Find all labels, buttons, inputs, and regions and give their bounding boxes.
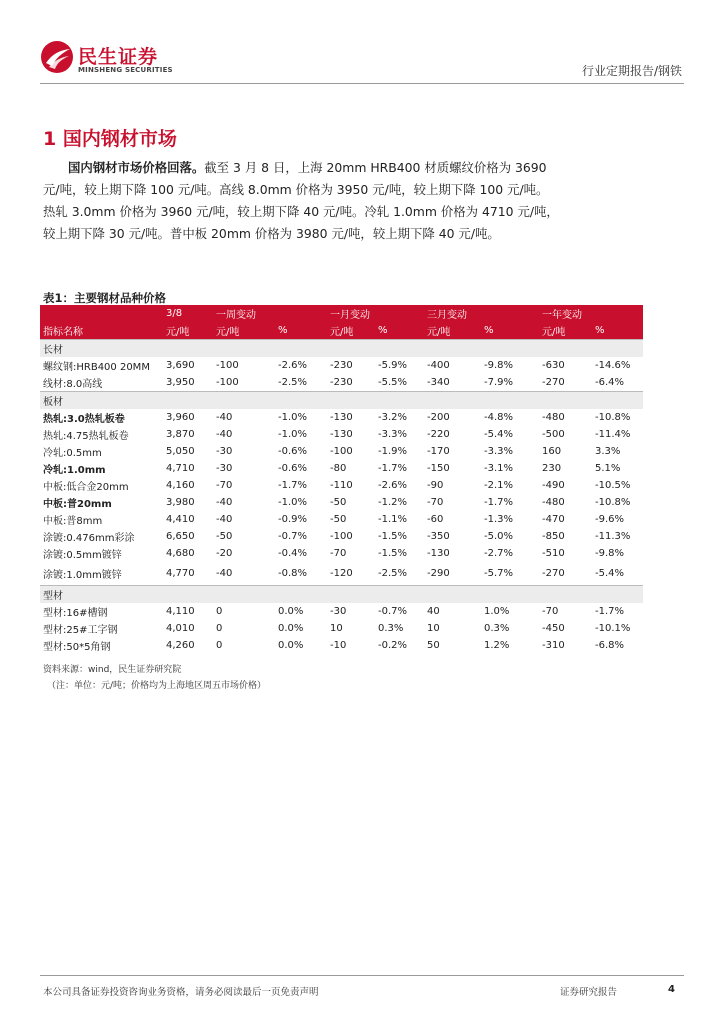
company-logo <box>40 40 180 80</box>
row-value: 4,260 <box>166 640 195 651</box>
paragraph-line-2: 元/吨，较上期下降 100 元/吨。高线 8.0mm 价格为 3950 元/吨，较上期下降 100 元/吨。 <box>43 182 549 197</box>
row-value: 3,980 <box>166 497 195 508</box>
table-note: （注：单位：元/吨；价格均为上海地区周五市场价格） <box>47 681 267 691</box>
row-value: -50 <box>216 531 233 542</box>
row-value: 0 <box>216 640 223 651</box>
header-cell <box>375 305 424 322</box>
row-value: 3.3% <box>595 446 621 457</box>
paragraph-line-1 <box>43 157 683 179</box>
row-value: -0.8% <box>278 568 308 579</box>
row-value: -470 <box>542 514 565 525</box>
row-name: 涂镀:0.5mm镀锌 <box>43 550 122 561</box>
row-value: -90 <box>427 480 444 491</box>
row-value: -7.9% <box>484 377 514 388</box>
row-value: -1.0% <box>278 412 308 423</box>
row-value: -5.0% <box>484 531 514 542</box>
row-value: -70 <box>216 480 233 491</box>
row-value: -0.7% <box>378 606 408 617</box>
row-value: -5.5% <box>378 377 408 388</box>
row-value: -11.3% <box>595 531 631 542</box>
row-value: -480 <box>542 497 565 508</box>
row-value: -1.5% <box>378 531 408 542</box>
header-cell <box>592 305 643 322</box>
row-value: 1.2% <box>484 640 510 651</box>
steel-price-table <box>40 305 643 654</box>
table-row <box>40 637 643 654</box>
row-value: -40 <box>216 497 233 508</box>
row-value: -30 <box>216 463 233 474</box>
row-value: -100 <box>216 360 239 371</box>
row-name: 中板:普20mm <box>43 499 112 510</box>
row-value: -0.2% <box>378 640 408 651</box>
row-value: -1.5% <box>378 548 408 559</box>
category-label: 长材 <box>40 340 643 358</box>
paragraph-lead: 国内钢材市场价格回落。 <box>68 160 205 175</box>
table-row <box>40 426 643 443</box>
row-value: 5,050 <box>166 446 195 457</box>
row-value: -50 <box>330 514 347 525</box>
row-value: -120 <box>330 568 353 579</box>
header-cell: 一月变动 <box>327 305 375 322</box>
row-value: 3,870 <box>166 429 195 440</box>
row-value: -1.7% <box>595 606 625 617</box>
row-value: 6,650 <box>166 531 195 542</box>
row-value: -0.9% <box>278 514 308 525</box>
table-row <box>40 409 643 426</box>
row-value: 5.1% <box>595 463 621 474</box>
category-row <box>40 586 643 604</box>
row-value: 0.3% <box>378 623 404 634</box>
row-value: -9.8% <box>595 548 625 559</box>
row-value: 4,110 <box>166 606 195 617</box>
header-cell: % <box>592 322 643 340</box>
row-name: 中板:低合金20mm <box>43 482 129 493</box>
table-title: 表1：主要钢材品种价格 <box>43 291 167 305</box>
row-value: 40 <box>427 606 440 617</box>
row-value: -10.8% <box>595 497 631 508</box>
row-value: -1.0% <box>278 429 308 440</box>
table-row <box>40 460 643 477</box>
header-cell: 元/吨 <box>539 322 592 340</box>
row-value: -170 <box>427 446 450 457</box>
row-value: -1.2% <box>378 497 408 508</box>
row-value: -20 <box>216 548 233 559</box>
row-value: -1.7% <box>484 497 514 508</box>
row-value: -230 <box>330 377 353 388</box>
row-value: -510 <box>542 548 565 559</box>
row-value: -1.1% <box>378 514 408 525</box>
row-value: -2.5% <box>378 568 408 579</box>
row-value: -10.5% <box>595 480 631 491</box>
header-cell: 3/8 <box>163 305 213 322</box>
row-value: -6.4% <box>595 377 625 388</box>
row-value: -70 <box>330 548 347 559</box>
row-value: -290 <box>427 568 450 579</box>
header-cell: % <box>275 322 327 340</box>
header-cell: % <box>481 322 539 340</box>
row-value: -130 <box>330 412 353 423</box>
row-name: 中板:普8mm <box>43 516 103 527</box>
row-value: -10.8% <box>595 412 631 423</box>
row-value: -2.5% <box>278 377 308 388</box>
table-row <box>40 528 643 545</box>
page-number: 4 <box>668 984 675 995</box>
row-value: -30 <box>330 606 347 617</box>
report-type: 行业定期报告/钢铁 <box>581 64 682 78</box>
table-row <box>40 603 643 620</box>
row-value: 0 <box>216 623 223 634</box>
row-value: -130 <box>330 429 353 440</box>
category-row <box>40 340 643 358</box>
row-value: -60 <box>427 514 444 525</box>
table-row <box>40 357 643 374</box>
row-value: -11.4% <box>595 429 631 440</box>
row-value: -150 <box>427 463 450 474</box>
table-row <box>40 494 643 511</box>
row-value: 3,960 <box>166 412 195 423</box>
row-value: -70 <box>427 497 444 508</box>
row-value: -350 <box>427 531 450 542</box>
row-value: -4.8% <box>484 412 514 423</box>
row-value: 3,690 <box>166 360 195 371</box>
row-value: -0.7% <box>278 531 308 542</box>
row-value: -9.6% <box>595 514 625 525</box>
row-name: 涂镀:0.476mm彩涂 <box>43 533 135 544</box>
category-label: 板材 <box>40 392 643 410</box>
row-value: -14.6% <box>595 360 631 371</box>
row-value: -100 <box>330 446 353 457</box>
row-value: -40 <box>216 412 233 423</box>
logo-english-name: MINSHENG SECURITIES <box>78 66 173 74</box>
row-value: -5.7% <box>484 568 514 579</box>
row-value: -40 <box>216 568 233 579</box>
category-label: 型材 <box>40 586 643 604</box>
row-value: -1.0% <box>278 497 308 508</box>
row-name: 螺纹钢:HRB400 20MM <box>43 362 150 373</box>
summary-paragraph <box>43 157 683 245</box>
table-header-row <box>40 305 643 322</box>
row-name: 线材:8.0高线 <box>43 379 103 390</box>
table-row <box>40 562 643 586</box>
row-value: 50 <box>427 640 440 651</box>
header-cell: 一周变动 <box>213 305 275 322</box>
row-value: -50 <box>330 497 347 508</box>
table-row <box>40 545 643 562</box>
table-row <box>40 620 643 637</box>
row-value: -30 <box>216 446 233 457</box>
row-value: -450 <box>542 623 565 634</box>
row-value: -0.6% <box>278 446 308 457</box>
row-value: -0.4% <box>278 548 308 559</box>
row-value: -1.7% <box>378 463 408 474</box>
row-value: -100 <box>330 531 353 542</box>
row-value: -200 <box>427 412 450 423</box>
row-value: -40 <box>216 429 233 440</box>
row-value: -80 <box>330 463 347 474</box>
footer-divider <box>40 975 684 976</box>
row-name: 型材:25#工字钢 <box>43 625 118 636</box>
row-value: 160 <box>542 446 562 457</box>
header-cell: 三月变动 <box>424 305 481 322</box>
row-value: -40 <box>216 514 233 525</box>
row-value: 4,710 <box>166 463 195 474</box>
row-value: -310 <box>542 640 565 651</box>
row-value: -230 <box>330 360 353 371</box>
row-value: -70 <box>542 606 559 617</box>
row-value: 0.0% <box>278 623 304 634</box>
row-value: -400 <box>427 360 450 371</box>
row-value: -2.7% <box>484 548 514 559</box>
category-row <box>40 392 643 410</box>
table-row <box>40 511 643 528</box>
row-value: -130 <box>427 548 450 559</box>
row-value: 10 <box>427 623 440 634</box>
row-value: -10.1% <box>595 623 631 634</box>
header-cell: % <box>375 322 424 340</box>
row-value: -2.1% <box>484 480 514 491</box>
row-value: 0.3% <box>484 623 510 634</box>
table-row <box>40 374 643 392</box>
row-value: -9.8% <box>484 360 514 371</box>
row-value: -490 <box>542 480 565 491</box>
footer-disclaimer: 本公司具备证券投资咨询业务资格，请务必阅读最后一页免责声明 <box>43 987 319 998</box>
row-name: 型材:50*5角钢 <box>43 642 111 653</box>
header-cell: 元/吨 <box>163 322 213 340</box>
footer-doc-type: 证券研究报告 <box>560 987 618 998</box>
row-value: -6.8% <box>595 640 625 651</box>
row-name: 冷轧:1.0mm <box>43 465 106 476</box>
row-value: -340 <box>427 377 450 388</box>
row-value: -270 <box>542 568 565 579</box>
row-value: 1.0% <box>484 606 510 617</box>
row-name: 型材:16#槽钢 <box>43 608 108 619</box>
row-value: -5.4% <box>484 429 514 440</box>
row-value: -220 <box>427 429 450 440</box>
row-name: 冷轧:0.5mm <box>43 448 102 459</box>
row-value: -480 <box>542 412 565 423</box>
row-value: -2.6% <box>278 360 308 371</box>
row-value: -1.3% <box>484 514 514 525</box>
header-cell <box>275 305 327 322</box>
header-cell: 元/吨 <box>213 322 275 340</box>
row-value: -5.4% <box>595 568 625 579</box>
row-value: 4,160 <box>166 480 195 491</box>
row-value: -2.6% <box>378 480 408 491</box>
row-value: -3.1% <box>484 463 514 474</box>
row-value: 230 <box>542 463 562 474</box>
minsheng-logo-icon <box>40 40 74 74</box>
table-header-row <box>40 322 643 340</box>
row-value: -110 <box>330 480 353 491</box>
row-value: -1.9% <box>378 446 408 457</box>
header-cell: 元/吨 <box>327 322 375 340</box>
row-value: 4,680 <box>166 548 195 559</box>
paragraph-line-1-text: 截至 3 月 8 日，上海 20mm HRB400 材质螺纹价格为 3690 <box>204 160 547 175</box>
row-value: -10 <box>330 640 347 651</box>
row-value: -500 <box>542 429 565 440</box>
row-value: 4,010 <box>166 623 195 634</box>
header-cell: 指标名称 <box>40 322 163 340</box>
row-value: -3.3% <box>378 429 408 440</box>
header-cell <box>40 305 163 322</box>
table-row <box>40 477 643 494</box>
section-title: 1 国内钢材市场 <box>43 128 177 150</box>
row-value: 3,950 <box>166 377 195 388</box>
logo-chinese-name: 民生证券 <box>78 46 159 68</box>
row-value: -100 <box>216 377 239 388</box>
row-value: -1.7% <box>278 480 308 491</box>
row-name: 热轧:3.0热轧板卷 <box>43 414 125 425</box>
row-name: 热轧:4.75热轧板卷 <box>43 431 129 442</box>
row-value: 4,410 <box>166 514 195 525</box>
paragraph-line-3: 热轧 3.0mm 价格为 3960 元/吨，较上期下降 40 元/吨。冷轧 1.0mm 价格为 4710 元/吨， <box>43 204 559 219</box>
row-value: -630 <box>542 360 565 371</box>
row-value: -0.6% <box>278 463 308 474</box>
row-value: 4,770 <box>166 568 195 579</box>
row-value: -3.2% <box>378 412 408 423</box>
row-name: 涂镀:1.0mm镀锌 <box>43 570 122 581</box>
row-value: 0.0% <box>278 606 304 617</box>
row-value: -850 <box>542 531 565 542</box>
table-row <box>40 443 643 460</box>
row-value: 0 <box>216 606 223 617</box>
header-cell: 一年变动 <box>539 305 592 322</box>
row-value: 10 <box>330 623 343 634</box>
row-value: 0.0% <box>278 640 304 651</box>
table-source: 资料来源：wind，民生证券研究院 <box>43 665 182 675</box>
row-value: -270 <box>542 377 565 388</box>
header-cell <box>481 305 539 322</box>
header-divider <box>40 83 684 84</box>
row-value: -5.9% <box>378 360 408 371</box>
header-cell: 元/吨 <box>424 322 481 340</box>
row-value: -3.3% <box>484 446 514 457</box>
paragraph-line-4: 较上期下降 30 元/吨。普中板 20mm 价格为 3980 元/吨，较上期下降 40 元/吨。 <box>43 226 500 241</box>
